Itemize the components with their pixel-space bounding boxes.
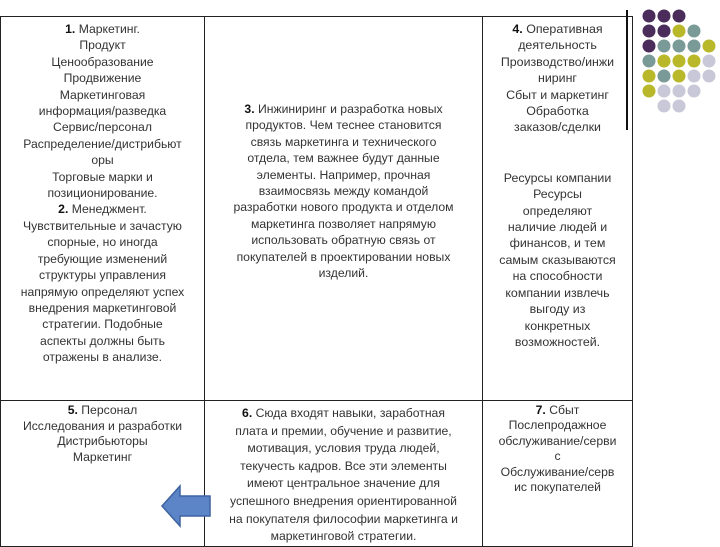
cell-text: Ресурсы компании Ресурсы определяют наличие людей и финансов, и тем самым сказываются на способности компании извлечь выгоду из конкретных возможностей. [499,170,616,349]
cell-text: Персонал Исследования и разработки Дистрибьюторы Маркетинг [22,403,183,464]
cell-sales [483,401,633,547]
dot-pattern-icon [641,8,720,120]
cell-text: Менеджмент. Чувствительные и зачастую спорные, но иногда требующие изменений структуры управления напрямую определяют успех внедрения маркетинговой стратегии. Подобные аспекты должны быть отражены в анализе. [20,202,185,365]
cell-text: Маркетинг. Продукт Ценообразование Продвижение Маркетинговая информация/разведка Сервис/персонал Распределение/дистрибьют оры Торговые марки и позиционирование. [23,22,182,201]
cell-skills [205,401,483,547]
arrow-left-icon[interactable] [160,484,212,528]
cell-operations-resources [483,17,633,401]
cell-number: 7. [535,403,546,417]
analysis-table [0,16,633,547]
cell-number: 6. [242,406,253,420]
cell-text: Сюда входят навыки, заработная плата и премии, обучение и развитие, мотивация, условия труда людей, текучесть кадров. Все эти элементы имеют центральное значение для успешного внедрения ориентированной на покупателя философии маркетинга и маркетинговой стратегии. [229,406,458,544]
cell-number: 5. [67,403,78,417]
divider-line [626,10,628,130]
cell-text: Инжиниринг и разработка новых продуктов. Чем теснее становится связь маркетинга и технического отдела, тем важнее будут данные элементы. Например, прочная взаимосвязь между командой разработки нового продукта и отделом маркетинга позволяет напрямую использовать обратную связь от покупателей в проектировании новых изделий. [233,102,454,281]
cell-number: 4. [512,22,523,36]
cell-marketing-management [1,17,205,401]
cell-number: 2. [58,202,69,217]
cell-text: Сбыт Послепродажное обслуживание/серви с Обслуживание/серв ис покупателей [498,403,617,495]
cell-number: 3. [244,102,255,116]
cell-engineering [205,17,483,401]
cell-number: 1. [65,22,76,36]
cell-text: Оперативная деятельность Производство/инжи ниринг Сбыт и маркетинг Обработка заказов/сделки [500,22,615,135]
